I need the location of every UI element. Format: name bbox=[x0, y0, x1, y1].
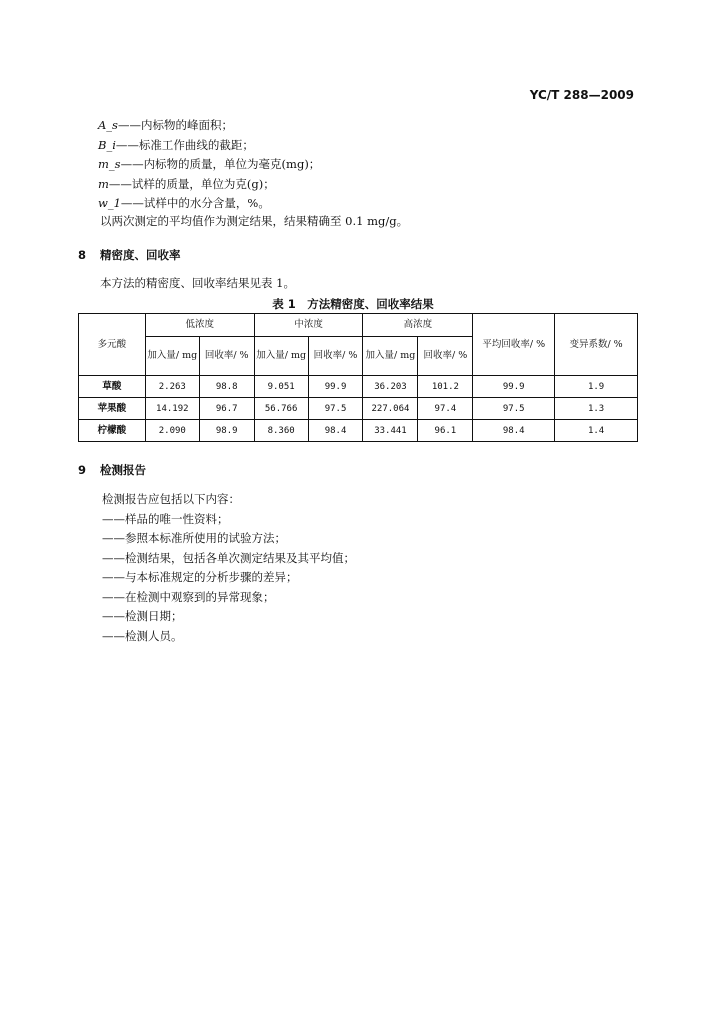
acid-column-header: 多元酸 bbox=[79, 314, 146, 376]
low-recovery: 96.7 bbox=[199, 398, 254, 420]
avg-recovery-header: 平均回收率/ % bbox=[473, 314, 555, 376]
table-row bbox=[79, 420, 638, 442]
definition-symbol: m bbox=[98, 176, 109, 191]
definition-text: ——标准工作曲线的截距； bbox=[115, 137, 254, 152]
high-recovery: 101.2 bbox=[418, 376, 473, 398]
mid-added: 56.766 bbox=[254, 398, 308, 420]
mid-recovery: 98.4 bbox=[308, 420, 363, 442]
high-added: 36.203 bbox=[363, 376, 418, 398]
recovery-header: 回收率/ % bbox=[308, 337, 363, 376]
section-8-heading bbox=[78, 247, 181, 263]
definition-item bbox=[98, 175, 320, 195]
definition-item bbox=[98, 116, 320, 136]
table-row bbox=[79, 376, 638, 398]
section-title: 检测报告 bbox=[100, 463, 146, 477]
low-concentration-header: 低浓度 bbox=[145, 314, 254, 337]
mid-recovery: 97.5 bbox=[308, 398, 363, 420]
recovery-header: 回收率/ % bbox=[418, 337, 473, 376]
avg-recovery: 98.4 bbox=[473, 420, 555, 442]
section-9-heading bbox=[78, 462, 146, 478]
table-row bbox=[79, 398, 638, 420]
result-precision-note: 以两次测定的平均值作为测定结果，结果精确至 0.1 mg/g。 bbox=[100, 214, 409, 228]
added-header: 加入量/ mg bbox=[254, 337, 308, 376]
list-item: ——样品的唯一性资料； bbox=[102, 511, 229, 526]
definition-text: ——试样中的水分含量，%。 bbox=[120, 196, 270, 210]
definition-item bbox=[98, 136, 320, 156]
acid-name: 苹果酸 bbox=[79, 398, 146, 420]
definition-item bbox=[98, 194, 320, 214]
definition-text: ——内标物的质量，单位为毫克(mg)； bbox=[120, 157, 321, 171]
low-added: 2.090 bbox=[145, 420, 199, 442]
low-added: 2.263 bbox=[145, 376, 199, 398]
list-item: ——检测日期； bbox=[102, 609, 183, 623]
mid-concentration-header: 中浓度 bbox=[254, 314, 363, 337]
low-added: 14.192 bbox=[145, 398, 199, 420]
definition-text: ——内标物的峰面积； bbox=[117, 118, 233, 132]
definition-text: ——试样的质量，单位为克(g)； bbox=[108, 176, 275, 191]
high-concentration-header: 高浓度 bbox=[363, 314, 473, 337]
standard-code: YC/T 288—2009 bbox=[529, 88, 634, 102]
cv-value: 1.4 bbox=[555, 420, 638, 442]
low-recovery: 98.8 bbox=[199, 376, 254, 398]
high-recovery: 96.1 bbox=[418, 420, 473, 442]
cv-value: 1.9 bbox=[555, 376, 638, 398]
avg-recovery: 99.9 bbox=[473, 376, 555, 398]
cv-value: 1.3 bbox=[555, 398, 638, 420]
avg-recovery: 97.5 bbox=[473, 398, 555, 420]
definition-symbol: w_1 bbox=[98, 196, 121, 210]
list-item: ——参照本标准所使用的试验方法； bbox=[102, 531, 286, 545]
acid-name: 草酸 bbox=[79, 376, 146, 398]
cv-header: 变异系数/ % bbox=[555, 314, 638, 376]
mid-added: 8.360 bbox=[254, 420, 308, 442]
section-number: 9 bbox=[78, 463, 87, 477]
report-intro: 检测报告应包括以下内容： bbox=[102, 492, 240, 506]
report-contents bbox=[102, 490, 355, 646]
definition-item bbox=[98, 155, 320, 175]
list-item: ——与本标准规定的分析步骤的差异； bbox=[102, 570, 298, 584]
mid-added: 9.051 bbox=[254, 376, 308, 398]
definitions-list bbox=[98, 116, 320, 214]
added-header: 加入量/ mg bbox=[363, 337, 418, 376]
results-table bbox=[78, 313, 638, 442]
definition-symbol: B_i bbox=[98, 137, 116, 152]
list-item: ——检测结果，包括各单次测定结果及其平均值； bbox=[102, 550, 355, 565]
low-recovery: 98.9 bbox=[199, 420, 254, 442]
high-added: 227.064 bbox=[363, 398, 418, 420]
acid-name: 柠檬酸 bbox=[79, 420, 146, 442]
list-item: ——检测人员。 bbox=[102, 628, 183, 643]
added-header: 加入量/ mg bbox=[145, 337, 199, 376]
table-caption: 表 1 方法精密度、回收率结果 bbox=[272, 297, 434, 311]
table-header-row bbox=[79, 314, 638, 337]
recovery-header: 回收率/ % bbox=[199, 337, 254, 376]
mid-recovery: 99.9 bbox=[308, 376, 363, 398]
high-recovery: 97.4 bbox=[418, 398, 473, 420]
high-added: 33.441 bbox=[363, 420, 418, 442]
section-number: 8 bbox=[78, 248, 87, 262]
definition-symbol: m_s bbox=[98, 157, 121, 171]
list-item: ——在检测中观察到的异常现象； bbox=[102, 589, 275, 604]
definition-symbol: A_s bbox=[98, 118, 118, 132]
section-title: 精密度、回收率 bbox=[100, 248, 181, 262]
section-8-paragraph: 本方法的精密度、回收率结果见表 1。 bbox=[100, 276, 295, 290]
